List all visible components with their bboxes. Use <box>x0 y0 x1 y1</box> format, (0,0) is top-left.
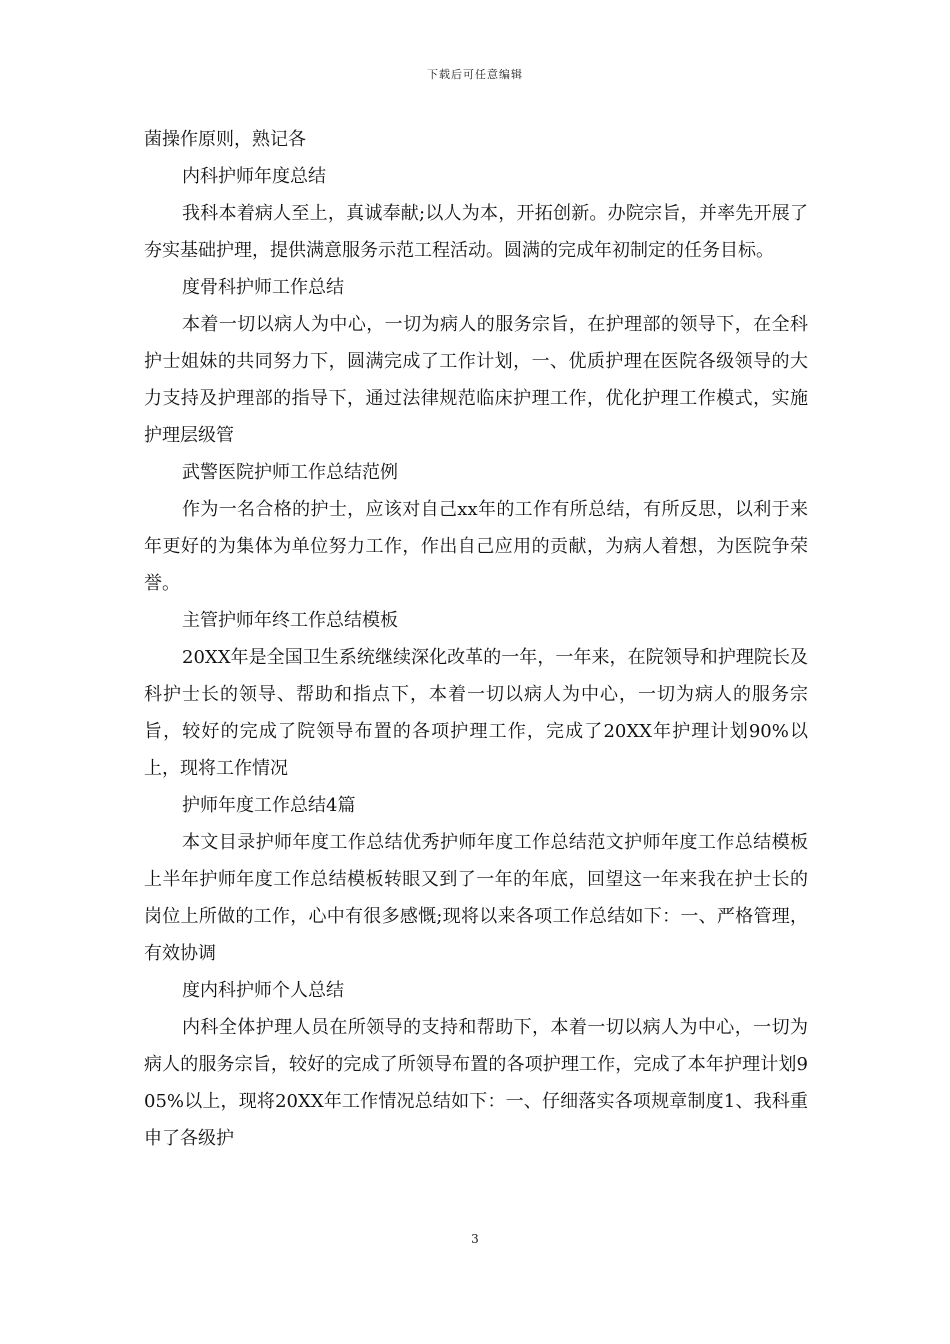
paragraph: 我科本着病人至上，真诚奉献;以人为本，开拓创新。办院宗旨，并率先开展了夯实基础护理，提供满意服务示范工程活动。圆满的完成年初制定的任务目标。 <box>144 203 808 261</box>
page-header: 下载后可任意编辑 <box>427 68 523 81</box>
section-heading: 武警医院护师工作总结范例 <box>182 462 398 483</box>
section-heading: 护师年度工作总结4篇 <box>182 795 356 816</box>
paragraph: 内科全体护理人员在所领导的支持和帮助下，本着一切以病人为中心，一切为病人的服务宗旨，较好的完成了所领导布置的各项护理工作，完成了本年护理计划905%以上，现将20XX年工作情况总结如下：一、仔细落实各项规章制度1、我科重申了各级护 <box>144 1017 808 1149</box>
section-heading: 内科护师年度总结 <box>182 166 326 187</box>
paragraph: 菌操作原则，熟记各 <box>144 129 306 150</box>
section-heading: 度内科护师个人总结 <box>182 980 344 1001</box>
paragraph: 作为一名合格的护士，应该对自己xx年的工作有所总结，有所反思，以利于来年更好的为集体为单位努力工作，作出自己应用的贡献，为病人着想，为医院争荣誉。 <box>144 499 808 594</box>
document-body <box>144 121 808 1157</box>
section-heading: 度骨科护师工作总结 <box>182 277 344 298</box>
page-number: 3 <box>471 1232 479 1246</box>
section-heading: 主管护师年终工作总结模板 <box>182 610 398 631</box>
paragraph: 本着一切以病人为中心，一切为病人的服务宗旨，在护理部的领导下，在全科护士姐妹的共同努力下，圆满完成了工作计划，一、优质护理在医院各级领导的大力支持及护理部的指导下，通过法律规范临床护理工作，优化护理工作模式，实施护理层级管 <box>144 314 808 446</box>
paragraph: 20XX年是全国卫生系统继续深化改革的一年，一年来，在院领导和护理院长及科护士长的领导、帮助和指点下，本着一切以病人为中心，一切为病人的服务宗旨，较好的完成了院领导布置的各项护理工作，完成了20XX年护理计划90%以上，现将工作情况 <box>144 647 808 779</box>
paragraph: 本文目录护师年度工作总结优秀护师年度工作总结范文护师年度工作总结模板上半年护师年度工作总结模板转眼又到了一年的年底，回望这一年来我在护士长的岗位上所做的工作，心中有很多感慨;现将以来各项工作总结如下：一、严格管理，有效协调 <box>144 832 808 964</box>
